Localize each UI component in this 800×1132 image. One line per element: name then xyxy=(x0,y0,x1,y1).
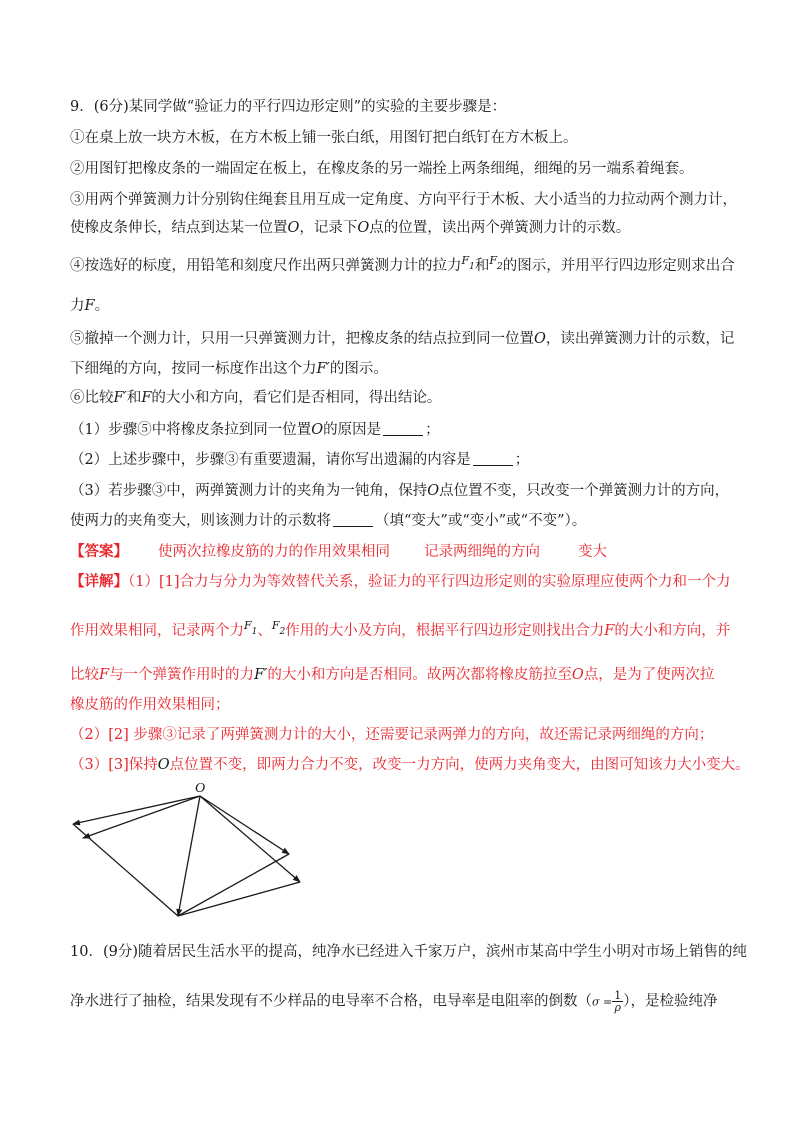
text: 净水进行了抽检，结果发现有不少样品的电导率不合格，电导率是电阻率的倒数（ xyxy=(70,993,592,1010)
text: ⑤撤掉一个测力计，只用一只弹簧测力计，把橡皮条的结点拉到同一位置 xyxy=(70,331,534,347)
symbol-o: O xyxy=(357,220,370,236)
text: 下细绳的方向，按同一标度作出这个力 xyxy=(70,361,317,377)
parallelogram-edge xyxy=(178,854,289,916)
text: 的大小和方向，看它们是否相同，得出结论。 xyxy=(151,390,442,406)
text: 的大小和方向，并 xyxy=(614,623,731,639)
q9-sub3b xyxy=(70,511,740,531)
q9-step5a xyxy=(70,329,740,349)
text: ； xyxy=(425,422,440,438)
symbol-f: F xyxy=(84,298,95,314)
text: （3）若步骤③中，两弹簧测力计的夹角为一钝角，保持 xyxy=(70,483,428,499)
text: 点，是为了使两次拉 xyxy=(583,667,715,683)
q9-step4a xyxy=(70,256,740,278)
symbol-o: O xyxy=(427,483,440,499)
text: 作用效果相同，记录两个力 xyxy=(70,623,244,639)
answer-1: 使两次拉橡皮筋的力的作用效果相同 xyxy=(158,544,390,560)
symbol-sigma: σ = xyxy=(592,995,613,1009)
q9-step2: ②用图钉把橡皮条的一端固定在板上，在橡皮条的另一端拴上两条细绳，细绳的另一端系着绳套。 xyxy=(70,161,694,177)
symbol-f2: F2 xyxy=(271,619,286,637)
detail-line-6 xyxy=(70,755,750,775)
resultant-arrow xyxy=(178,796,200,916)
answer-2: 记录两细绳的方向 xyxy=(424,544,540,560)
symbol-o: O xyxy=(534,331,546,347)
q9-step6 xyxy=(70,388,740,408)
detail-line-1 xyxy=(70,572,740,592)
force-arrow-right xyxy=(200,796,300,882)
text: 的大小和方向是否相同。故两次都将橡皮筋拉至 xyxy=(267,667,572,683)
text: 、 xyxy=(257,623,272,639)
q9-sub1 xyxy=(70,420,740,440)
symbol-f-prime: F′ xyxy=(254,667,268,683)
text: 和 xyxy=(126,390,142,406)
q9-step1: ①在桌上放一块方木板，在方木板上铺一张白纸，用图钉把白纸钉在方木板上。 xyxy=(70,130,578,146)
text: 比较 xyxy=(70,667,99,683)
symbol-o: O xyxy=(287,220,300,236)
symbol-o: O xyxy=(311,422,324,438)
parallelogram-edge xyxy=(178,882,300,916)
text: （3）[3]保持 xyxy=(70,757,158,773)
answer-tag: 【答案】 xyxy=(70,543,128,560)
symbol-f-prime: F′ xyxy=(316,361,330,377)
force-parallelogram-diagram xyxy=(60,776,320,926)
q9-sub3a xyxy=(70,481,740,501)
q9-step3b xyxy=(70,218,740,238)
text: 力 xyxy=(70,298,85,314)
detail-line-4: 橡皮筋的作用效果相同； xyxy=(70,697,230,713)
symbol-f-prime: F′ xyxy=(113,390,127,406)
text: 的原因是 xyxy=(323,422,382,438)
symbol-f: F xyxy=(141,390,152,406)
answer-line xyxy=(70,542,740,562)
q10-line1: 10．(9分)随着居民生活水平的提高，纯净水已经进入千家万户，滨州市某高中学生小明对市场上销售的纯 xyxy=(70,944,747,960)
q9-step3a: ③用两个弹簧测力计分别钩住绳套且用互成一定角度、方向平行于木板、大小适当的力拉动两个测力计， xyxy=(70,192,737,208)
force-arrow-left xyxy=(73,796,200,824)
text: ，读出弹簧测力计的示数，记 xyxy=(545,331,735,347)
q9-title: 9．(6分)某同学做“验证力的平行四边形定则”的实验的主要步骤是： xyxy=(70,99,507,115)
text: 使两力的夹角变大，则该测力计的示数将 xyxy=(70,513,331,529)
text: ⑥比较 xyxy=(70,390,114,406)
parallelogram-edge xyxy=(73,824,178,916)
text: （填“变大”或“变小”或“不变”）。 xyxy=(375,513,587,529)
detail-line-2 xyxy=(70,621,740,643)
symbol-f2: F2 xyxy=(489,254,503,272)
text: 和 xyxy=(474,258,490,274)
symbol-f1: F1 xyxy=(244,619,258,637)
text: （2）上述步骤中，步骤③有重要遗漏，请你写出遗漏的内容是 xyxy=(70,452,471,468)
text: 的图示，并用平行四边形定则求出合 xyxy=(502,258,735,274)
detail-line-5: （2）[2] 步骤③记录了两弹簧测力计的大小，还需要记录两弹力的方向，故还需记录两细绳的方向； xyxy=(70,727,714,743)
symbol-o: O xyxy=(157,757,170,773)
q9-sub2 xyxy=(70,450,740,470)
text: （1）步骤⑤中将橡皮条拉到同一位置 xyxy=(70,422,312,438)
answer-blank-2[interactable] xyxy=(473,451,513,466)
text: 作用的大小及方向，根据平行四边形定则找出合力 xyxy=(285,623,605,639)
text: ），是检验纯净 xyxy=(623,993,718,1010)
diagram-label-o: O xyxy=(195,781,206,796)
detail-tag: 【详解】 xyxy=(70,573,128,590)
fraction: $\frac{1}{\rho}$ xyxy=(614,989,622,1014)
text: 点位置不变，只改变一个弹簧测力计的方向， xyxy=(439,483,730,499)
text: 使橡皮条伸长，结点到达某一位置 xyxy=(70,220,288,236)
answer-blank-3[interactable] xyxy=(333,512,373,527)
text: 与一个弹簧作用时的力 xyxy=(109,667,255,683)
symbol-f1: F1 xyxy=(461,254,475,272)
force-arrow-right-2 xyxy=(200,796,289,854)
text: 。 xyxy=(94,298,110,314)
text: ④按选好的标度，用铅笔和刻度尺作出两只弹簧测力计的拉力 xyxy=(70,258,462,274)
symbol-o: O xyxy=(571,667,584,683)
text: （1）[1]合力与分力为等效替代关系，验证力的平行四边形定则的实验原理应使两个力和一个力 xyxy=(128,574,731,590)
symbol-f: F xyxy=(604,623,615,639)
q10-line2 xyxy=(70,990,740,1013)
text: ； xyxy=(514,452,530,468)
detail-line-3 xyxy=(70,665,740,685)
answer-3: 变大 xyxy=(578,544,607,560)
text: 的图示。 xyxy=(329,361,388,377)
symbol-f: F xyxy=(99,667,110,683)
q9-step4b xyxy=(70,296,740,316)
force-arrow-left-2 xyxy=(83,796,200,838)
text: 点的位置，读出两个弹簧测力计的示数。 xyxy=(369,220,631,236)
answer-blank-1[interactable] xyxy=(383,421,423,436)
text: ，记录下 xyxy=(299,220,358,236)
q9-step5b xyxy=(70,359,740,379)
text: 点位置不变，即两力合力不变，改变一力方向，使两力夹角变大，由图可知该力大小变大。 xyxy=(169,757,750,773)
